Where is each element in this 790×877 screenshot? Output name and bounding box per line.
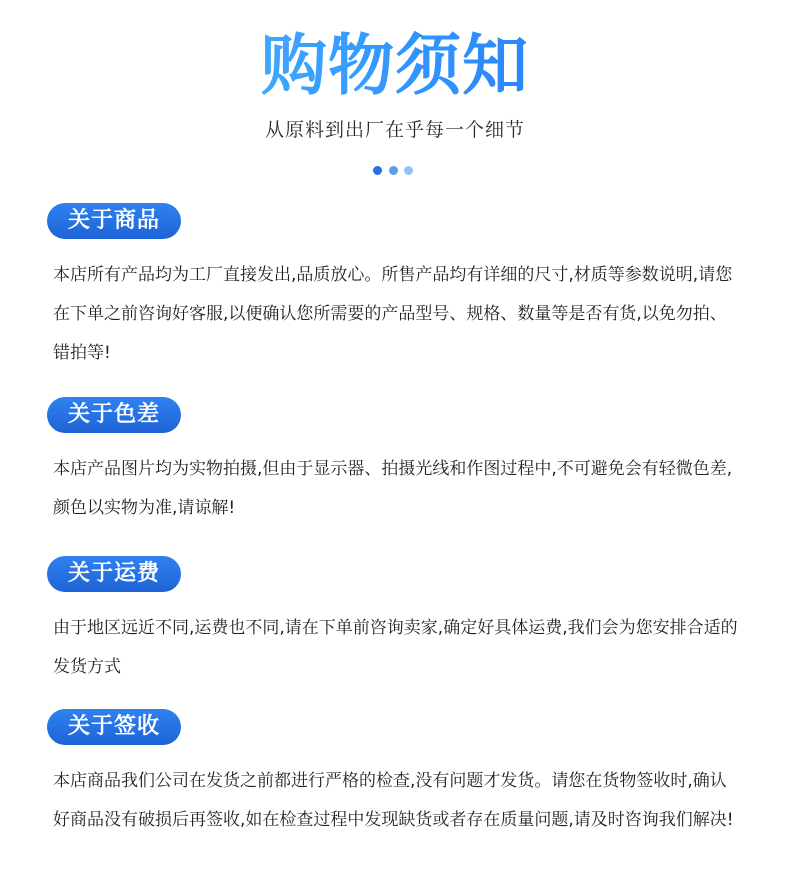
section-text: 由于地区远近不同,运费也不同,请在下单前咨询卖家,确定好具体运费,我们会为您安排合适的发货方式 [53,618,738,677]
dot-icon [389,166,398,175]
decorative-dots [373,165,413,175]
section-text: 本店所有产品均为工厂直接发出,品质放心。所售产品均有详细的尺寸,材质等参数说明,请您在下单之前咨询好客服,以便确认您所需要的产品型号、规格、数量等是否有货,以免勿拍、错拍等! [53,265,733,363]
section-text: 本店商品我们公司在发货之前都进行严格的检查,没有问题才发货。请您在货物签收时,确认好商品没有破损后再签收,如在检查过程中发现缺货或者存在质量问题,请及时咨询我们解决! [53,771,734,830]
section-badge: 关于运费 [47,556,181,592]
section-badge: 关于商品 [47,203,181,239]
section-text: 本店产品图片均为实物拍摄,但由于显示器、拍摄光线和作图过程中,不可避免会有轻微色差,颜色以实物为准,请谅解! [53,459,733,518]
section-badge: 关于色差 [47,397,181,433]
section-badge: 关于签收 [47,709,181,745]
page-subtitle: 从原料到出厂在乎每一个细节 [264,119,525,141]
page-title: 购物须知 [0,20,790,112]
dot-icon [373,166,382,175]
dot-icon [404,166,413,175]
header [0,0,790,190]
